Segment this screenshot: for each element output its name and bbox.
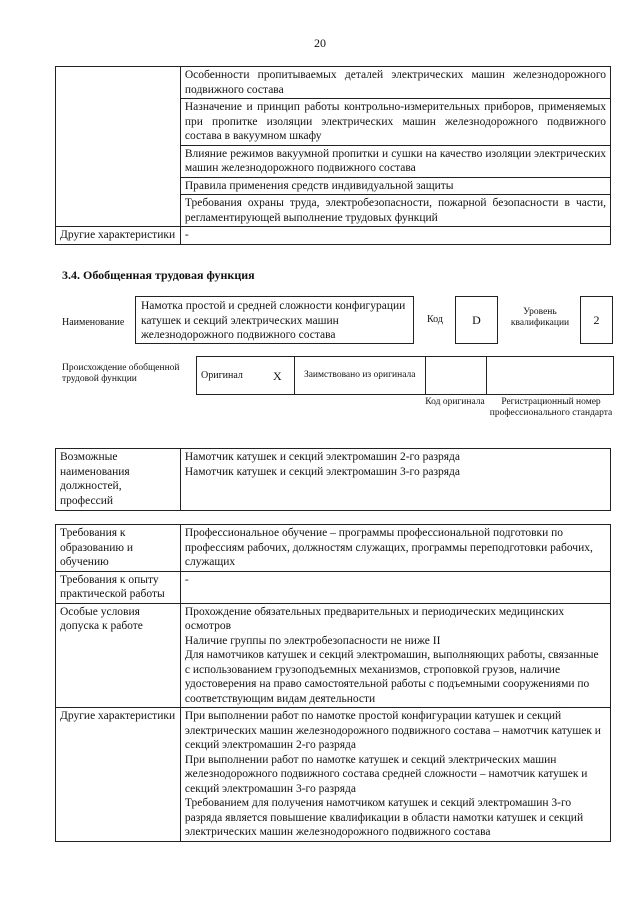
- position-item: Намотчик катушек и секций электромашин 2-го разряда: [184, 451, 460, 463]
- education-label: Требования к образованию и обучению: [56, 525, 181, 572]
- positions-values: [180, 449, 610, 511]
- knowledge-item: Назначение и принцип работы контрольно-измерительных приборов, применяемых при пропитке изоляции электрических машин железнодорожного подвижного состава в вакуумном шкафу: [180, 99, 610, 146]
- level-label: Уровень квалификации: [510, 307, 570, 328]
- section-title: 3.4. Обобщенная трудовая функция: [62, 268, 255, 282]
- other-characteristics-value: -: [180, 227, 610, 245]
- code-caption: Код оригинала: [425, 397, 485, 407]
- admission-item: Для намотчиков катушек и секций электромашин, выполняющих работы, связанные с использованием грузоподъемных механизмов, строповкой грузов, наличие удостоверения на право самостоятельной работы с подъемными сооружениями по соответствующим видам деятельности: [184, 649, 599, 705]
- original-cell: [197, 357, 295, 395]
- other-item: Требованием для получения намотчиком катушек и секций электромашин 3-го разряда является повышение квалификации в области намотки катушек и секций электрических машин железнодорожного подвижного состава: [184, 797, 584, 838]
- table-row: [56, 571, 611, 603]
- registration-number-cell: [487, 357, 614, 395]
- original-code-cell: [425, 357, 487, 395]
- other-characteristics-label: Другие характеристики: [56, 227, 181, 245]
- origin-table: [196, 356, 614, 395]
- origin-label: Происхождение обобщенной трудовой функции: [62, 363, 180, 384]
- empty-label-cell: [56, 67, 181, 227]
- registration-caption: Регистрационный номер профессионального стандарта: [489, 397, 613, 418]
- other-item: При выполнении работ по намотке простой конфигурации катушек и секций электрических машин железнодорожного подвижного состава – намотчик катушек и секций электромашин 2-го разряда: [184, 710, 601, 751]
- table-row: [56, 525, 611, 572]
- other-requirements-label: Другие характеристики: [56, 708, 181, 842]
- table-row: [56, 227, 611, 245]
- knowledge-item: Влияние режимов вакуумной пропитки и сушки на качество изоляции электрических машин железнодорожного подвижного состава: [180, 145, 610, 177]
- page-number: 20: [314, 36, 326, 50]
- positions-label: Возможные наименования должностей, профессий: [56, 449, 181, 511]
- knowledge-item: Особенности пропитываемых деталей электрических машин железнодорожного подвижного состава: [180, 67, 610, 99]
- admission-label: Особые условия допуска к работе: [56, 603, 181, 708]
- original-label: Оригинал: [201, 370, 243, 382]
- experience-value: -: [180, 571, 610, 603]
- experience-label: Требования к опыту практической работы: [56, 571, 181, 603]
- admission-item: Наличие группы по электробезопасности не ниже II: [184, 634, 441, 647]
- table-row: [56, 708, 611, 842]
- other-requirements-values: [180, 708, 610, 842]
- requirements-table: [55, 524, 611, 842]
- education-value: Профессиональное обучение – программы профессиональной подготовки по профессиям рабочих, должностям служащих, программы переподготовки рабочих, служащих: [180, 525, 610, 572]
- table-row: [56, 67, 611, 99]
- admission-values: [180, 603, 610, 708]
- position-item: Намотчик катушек и секций электромашин 3-го разряда: [184, 465, 460, 478]
- positions-table: [55, 448, 611, 511]
- top-knowledge-table: [55, 66, 611, 245]
- other-item: При выполнении работ по намотке катушек и секций электрических машин железнодорожного подвижного состава средней сложности – намотчик катушек и секций электромашин 3-го разряда: [184, 753, 588, 795]
- original-mark: X: [273, 369, 282, 383]
- code-value-box: D: [455, 296, 498, 344]
- table-row: [56, 603, 611, 708]
- admission-item: Прохождение обязательных предварительных и периодических медицинских осмотров: [184, 605, 565, 632]
- knowledge-item: Правила применения средств индивидуальной защиты: [180, 177, 610, 195]
- name-label: Наименование: [62, 317, 125, 328]
- code-label: Код: [427, 314, 443, 325]
- knowledge-item: Требования охраны труда, электробезопасности, пожарной безопасности в части, регламентирующей выполнение трудовых функций: [180, 195, 610, 227]
- function-name-box: Намотка простой и средней сложности конфигурации катушек и секций электрических машин железнодорожного подвижного состава: [135, 296, 414, 344]
- borrowed-label: Заимствовано из оригинала: [294, 357, 425, 395]
- level-value-box: 2: [580, 296, 613, 344]
